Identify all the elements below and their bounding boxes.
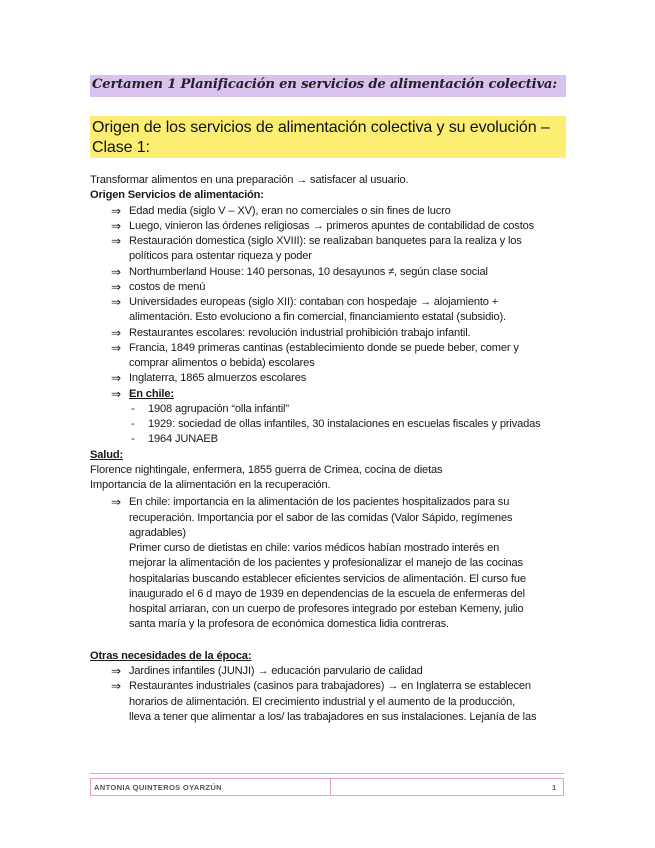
bullet-arrow-icon: ⇒ bbox=[111, 295, 122, 309]
footer-author: ANTONIA QUINTEROS OYARZÚN bbox=[94, 783, 222, 792]
bullet-dash-icon: - bbox=[131, 402, 135, 415]
section-heading: Origen de los servicios de alimentación colectiva y su evolución – Clase 1: bbox=[92, 119, 550, 156]
bullet-arrow-icon: ⇒ bbox=[111, 264, 122, 279]
sub-list-item: 1964 JUNAEB bbox=[148, 433, 218, 446]
salud-item-text: inaugurado el 6 d mayo de 1939 en dependencias de la escuela de enfermeras del bbox=[129, 587, 525, 600]
title-highlight bbox=[90, 75, 566, 97]
bullet-arrow-icon: ⇒ bbox=[111, 279, 122, 294]
sub-list-item: 1908 agrupación “olla infantil” bbox=[148, 402, 289, 415]
bullet-arrow-icon: ⇒ bbox=[111, 371, 122, 386]
bullet-arrow-icon: ⇒ bbox=[111, 218, 122, 233]
salud-item-text: hospitalarias buscando establecer eficientes servicios de alimentación. El curso fue bbox=[129, 572, 526, 585]
salud-item-text: hospital arriaran, con un cuerpo de profesores integrado por esteban Kemeny, julio bbox=[129, 603, 524, 615]
bullet-arrow-icon: ⇒ bbox=[111, 679, 122, 694]
bullet-dash-icon: - bbox=[131, 433, 135, 446]
list-item: Restaurantes escolares: revolución industrial prohibición trabajo infantil. bbox=[129, 326, 471, 339]
en-chile-label: En chile: bbox=[129, 387, 174, 400]
sub-list-item: 1929: sociedad de ollas infantiles, 30 instalaciones en escuelas fiscales y privadas bbox=[148, 418, 541, 430]
bullet-dash-icon: - bbox=[131, 418, 135, 430]
list-item: horarios de alimentación. El crecimiento industrial y el aumento de la producción, bbox=[129, 695, 516, 708]
list-item: comprar alimentos o bebida) escolares bbox=[129, 357, 315, 369]
bullet-arrow-icon: ⇒ bbox=[111, 203, 122, 218]
salud-item-text: Primer curso de dietistas en chile: varios médicos habían mostrado interés en bbox=[129, 542, 500, 554]
bullet-arrow-icon: ⇒ bbox=[111, 234, 122, 248]
bullet-arrow-icon: ⇒ bbox=[111, 386, 122, 401]
list-item: Universidades europeas (siglo XII): contaban con hospedaje → alojamiento + bbox=[129, 296, 499, 308]
salud-item-text: santa maría y la profesora de económica domestica lidia contreras. bbox=[129, 618, 449, 631]
document-title: Certamen 1 Planificación en servicios de alimentación colectiva: bbox=[92, 77, 557, 92]
list-item: Northumberland House: 140 personas, 10 desayunos ≠, según clase social bbox=[129, 265, 488, 278]
salud-item-text: mejorar la alimentación de los pacientes y profesionalizar el manejo de las cocinas bbox=[129, 557, 523, 570]
bullet-arrow-icon: ⇒ bbox=[111, 340, 122, 355]
list-item: Edad media (siglo V – XV), eran no comerciales o sin fines de lucro bbox=[129, 204, 451, 217]
otras-heading: Otras necesidades de la época: bbox=[90, 649, 252, 662]
list-item: Francia, 1849 primeras cantinas (establecimiento donde se puede beber, comer y bbox=[129, 341, 519, 354]
list-item: Inglaterra, 1865 almuerzos escolares bbox=[129, 372, 307, 385]
salud-text: Importancia de la alimentación en la recuperación. bbox=[90, 479, 331, 491]
heading-highlight bbox=[90, 116, 566, 158]
bullet-arrow-icon: ⇒ bbox=[111, 664, 122, 678]
salud-item-text: recuperación. Importancia por el sabor de las comidas (Valor Sápido, regímenes bbox=[129, 511, 513, 524]
list-item: lleva a tener que alimentar a los/ las trabajadores en sus instalaciones. Lejanía de las bbox=[129, 710, 537, 723]
salud-item-text: agradables) bbox=[129, 526, 186, 539]
bullet-arrow-icon: ⇒ bbox=[111, 495, 122, 510]
list-item: políticos para ostentar riqueza y poder bbox=[129, 250, 312, 263]
list-item: Jardines infantiles (JUNJI) → educación parvulario de calidad bbox=[129, 665, 423, 677]
salud-heading: Salud: bbox=[90, 448, 123, 461]
list-item: Luego, vinieron las órdenes religiosas → primeros apuntes de contabilidad de costos bbox=[129, 219, 535, 232]
origen-heading: Origen Servicios de alimentación: bbox=[90, 189, 264, 202]
list-item: Restauración domestica (siglo XVIII): se realizaban banquetes para la realiza y los bbox=[129, 235, 522, 247]
list-item: Restaurantes industriales (casinos para trabajadores) → en Inglaterra se establecen bbox=[129, 680, 531, 693]
salud-text: Florence nightingale, enfermera, 1855 guerra de Crimea, cocina de dietas bbox=[90, 463, 443, 476]
list-item: costos de menú bbox=[129, 280, 206, 293]
list-item: alimentación. Esto evoluciono a fin comercial, financiamiento estatal (subsidio). bbox=[129, 311, 506, 324]
bullet-arrow-icon: ⇒ bbox=[111, 325, 122, 340]
footer-page-number: 1 bbox=[552, 783, 557, 792]
intro-text: Transformar alimentos en una preparación → satisfacer al usuario. bbox=[90, 174, 409, 186]
salud-item-text: En chile: importancia en la alimentación de los pacientes hospitalizados para su bbox=[129, 496, 510, 509]
